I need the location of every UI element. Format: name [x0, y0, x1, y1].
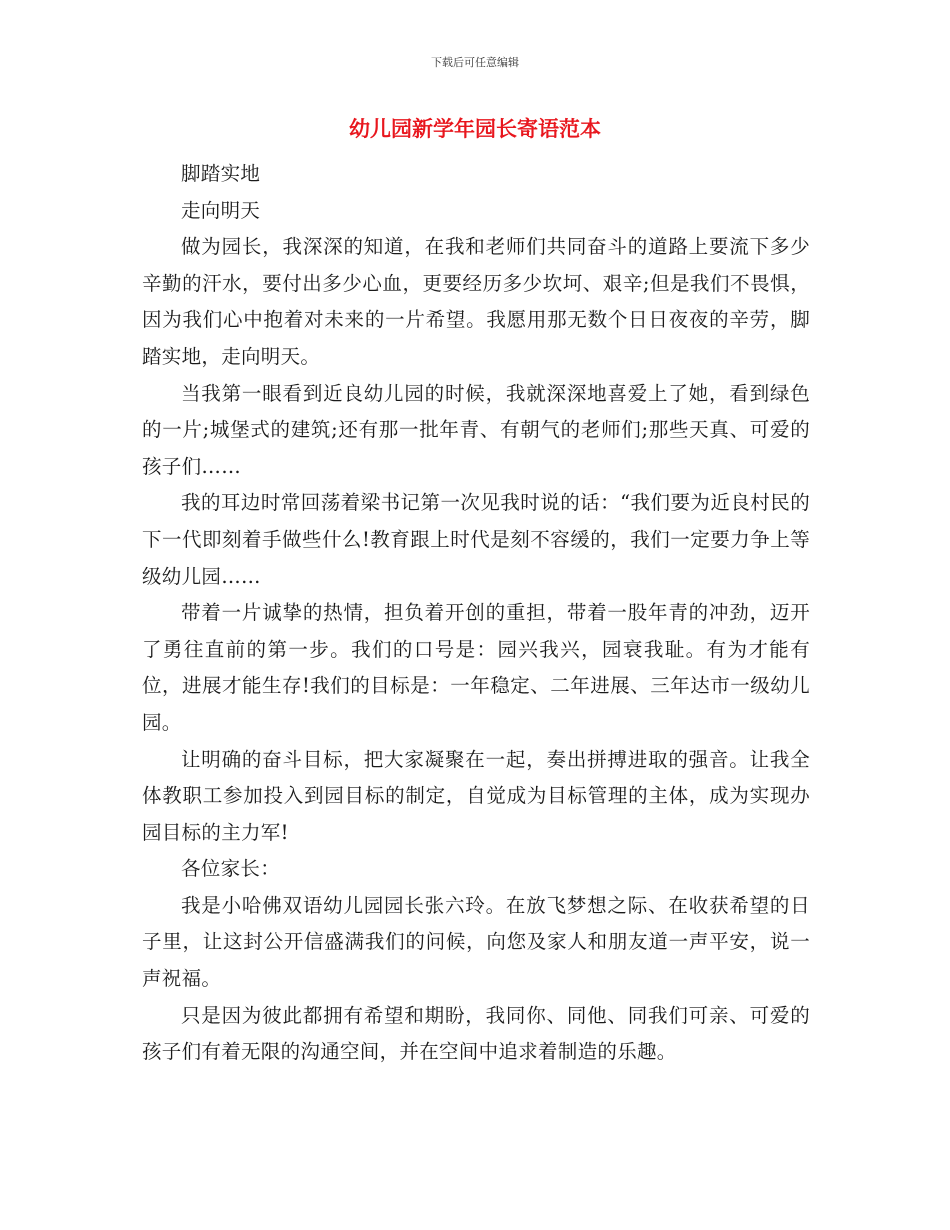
- paragraph: 走向明天: [181, 198, 261, 222]
- paragraph: 我的耳边时常回荡着梁书记第一次见我时说的话：“我们要为近良村民的下一代即刻着手做些什么!教育跟上时代是刻不容缓的，我们一定要力争上等级幼儿园……: [142, 491, 810, 588]
- document-body: [142, 156, 810, 1071]
- document-title: 幼儿园新学年园长寄语范本: [349, 117, 601, 141]
- paragraph: 让明确的奋斗目标，把大家凝聚在一起，奏出拼搏进取的强音。让我全体教职工参加投入到园目标的制定，自觉成为目标管理的主体，成为实现办园目标的主力军!: [142, 747, 810, 844]
- paragraph: 各位家长：: [181, 857, 281, 881]
- paragraph: 带着一片诚挚的热情，担负着开创的重担，带着一股年青的冲劲，迈开了勇往直前的第一步。我们的口号是：园兴我兴，园衰我耻。有为才能有位，进展才能生存!我们的目标是：一年稳定、二年进展、三年达市一级幼儿园。: [142, 601, 810, 734]
- paragraph: 我是小哈佛双语幼儿园园长张六玲。在放飞梦想之际、在收获希望的日子里，让这封公开信盛满我们的问候，向您及家人和朋友道一声平安，说一声祝福。: [142, 893, 810, 991]
- paragraph: 做为园长，我深深的知道，在我和老师们共同奋斗的道路上要流下多少辛勤的汗水，要付出多少心血，更要经历多少坎坷、艰辛;但是我们不畏惧，因为我们心中抱着对未来的一片希望。我愿用那无数个日日夜夜的辛劳，脚踏实地，走向明天。: [142, 235, 810, 368]
- paragraph: 只是因为彼此都拥有希望和期盼，我同你、同他、同我们可亲、可爱的孩子们有着无限的沟通空间，并在空间中追求着制造的乐趣。: [142, 1003, 810, 1064]
- paragraph: 当我第一眼看到近良幼儿园的时候，我就深深地喜爱上了她，看到绿色的一片;城堡式的建筑;还有那一批年青、有朝气的老师们;那些天真、可爱的孩子们……: [142, 381, 810, 478]
- paragraph: 脚踏实地: [181, 162, 261, 185]
- header-note: 下载后可任意编辑: [431, 56, 519, 69]
